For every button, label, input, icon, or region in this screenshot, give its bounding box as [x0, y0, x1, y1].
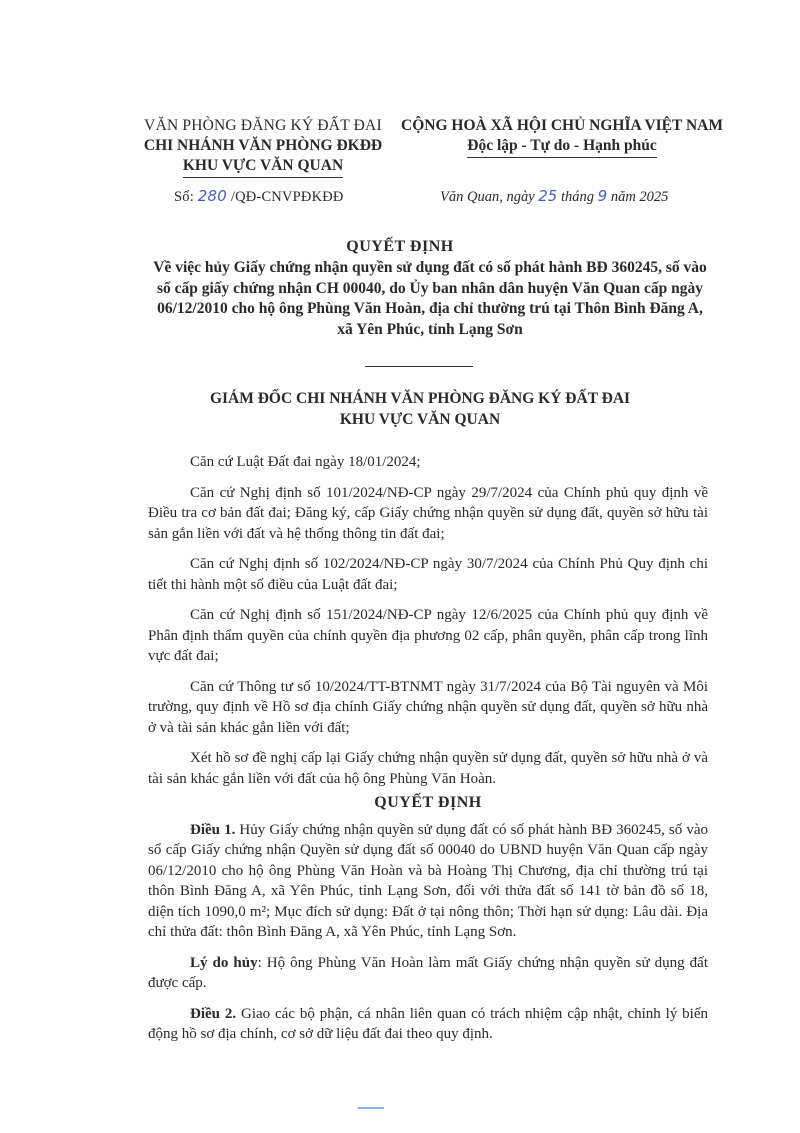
page-marker — [358, 1107, 384, 1109]
authority-line-2: KHU VỰC VĂN QUAN — [339, 411, 501, 428]
article-1-label: Điều 1. — [190, 821, 236, 838]
agency-line-1: VĂN PHÒNG ĐĂNG KÝ ĐẤT ĐAI — [144, 117, 382, 134]
date-part-3: năm 2025 — [607, 189, 669, 205]
legal-basis-3: Căn cứ Nghị định số 102/2024/NĐ-CP ngày 30/7/2024 của Chính Phủ Quy định chi tiết thi hành một số điều của Luật đất đai; — [148, 556, 708, 593]
date-line — [440, 187, 668, 206]
decision-heading: QUYẾT ĐỊNH — [374, 794, 482, 811]
article-2-label: Điều 2. — [190, 1005, 237, 1022]
cancellation-reason — [148, 953, 708, 994]
consideration: Xét hồ sơ đề nghị cấp lại Giấy chứng nhận quyền sử dụng đất, quyền sở hữu nhà ở và tài sản khác gắn liền với đất của hộ ông Phùng Văn Hoàn. — [148, 750, 708, 787]
legal-basis-1: Căn cứ Luật Đất đai ngày 18/01/2024; — [190, 454, 421, 470]
issuing-agency-header — [118, 116, 408, 178]
legal-basis-5: Căn cứ Thông tư số 10/2024/TT-BTNMT ngày 31/7/2024 của Bộ Tài nguyên và Môi trường, quy định về Hồ sơ địa chính Giấy chứng nhận quyền sử dụng đất, quyền sở hữu nhà ở và tài sản khác gắn liền với đất; — [148, 678, 708, 736]
subject-divider — [365, 366, 473, 367]
article-2-text: Giao các bộ phận, cá nhân liên quan có trách nhiệm cập nhật, chỉnh lý biến động hồ sơ địa chính, cơ sở dữ liệu đất đai theo quy định. — [148, 1005, 709, 1042]
issuing-authority — [0, 388, 800, 430]
article-1 — [148, 820, 708, 943]
doc-number-prefix: Số: — [174, 189, 198, 205]
doc-number-handwritten: 280 — [197, 187, 228, 205]
article-1-text: Hủy Giấy chứng nhận quyền sử dụng đất có số phát hành BĐ 360245, số vào sổ cấp Giấy chứng nhận Quyền sử dụng đất số 00040 do UBND huyện Văn Quan cấp ngày 06/12/2010 cho hộ ông Phùng Văn Hoàn và bà Hoàng Thị Chương, địa chỉ thường trú tại thôn Bình Đăng A, xã Yên Phúc, tỉnh Lạng Sơn, đối với thửa đất số 141 tờ bản đồ số 18, diện tích 1090,0 m²; Mục đích sử dụng: Đất ở tại nông thôn; Thời hạn sử dụng: Lâu dài. Địa chỉ thửa đất: thôn Bình Đăng A, xã Yên Phúc, tỉnh Lạng Sơn. — [148, 821, 708, 940]
date-part-2: tháng — [557, 189, 598, 205]
date-part-1: Văn Quan, ngày — [440, 189, 539, 205]
date-day-handwritten: 25 — [538, 187, 558, 205]
legal-basis-4: Căn cứ Nghị định số 151/2024/NĐ-CP ngày 12/6/2025 của Chính phủ quy định về Phân định thẩm quyền của chính quyền địa phương 02 cấp, phân quyền, phân cấp trong lĩnh vực đất đai; — [148, 607, 708, 664]
document-number — [174, 187, 344, 206]
legal-basis-2: Căn cứ Nghị định số 101/2024/NĐ-CP ngày 29/7/2024 của Chính phủ quy định về Điều tra cơ bản đất đai; Đăng ký, cấp Giấy chứng nhận quyền sử dụng đất, quyền sở hữu tài sản gắn liền với đất và hệ thống thông tin đất đai; — [148, 484, 708, 542]
document-title: QUYẾT ĐỊNH — [346, 238, 454, 255]
agency-line-2: CHI NHÁNH VĂN PHÒNG ĐKĐĐ — [143, 137, 383, 154]
national-header — [392, 116, 732, 158]
reason-label: Lý do hủy — [190, 954, 258, 971]
doc-number-suffix: /QĐ-CNVPĐKĐĐ — [227, 189, 344, 205]
document-subject: Về việc hủy Giấy chứng nhận quyền sử dụng đất có số phát hành BĐ 360245, số vào sổ cấp giấy chứng nhận CH 00040, do Ủy ban nhân dân huyện Văn Quan cấp ngày 06/12/2010 cho hộ ông Phùng Văn Hoàn, địa chỉ thường trú tại Thôn Bình Đăng A, xã Yên Phúc, tỉnh Lạng Sơn — [153, 259, 707, 338]
reason-text: : Hộ ông Phùng Văn Hoàn làm mất Giấy chứng nhận quyền sử dụng đất được cấp. — [148, 954, 708, 991]
authority-line-1: GIÁM ĐỐC CHI NHÁNH VĂN PHÒNG ĐĂNG KÝ ĐẤT ĐAI — [209, 390, 631, 407]
date-month-handwritten: 9 — [597, 187, 608, 205]
agency-line-3: KHU VỰC VĂN QUAN — [183, 156, 343, 178]
article-2 — [148, 1004, 708, 1045]
document-body — [148, 452, 708, 1055]
country-name: CỘNG HOÀ XÃ HỘI CHỦ NGHĨA VIỆT NAM — [401, 117, 723, 134]
national-motto: Độc lập - Tự do - Hạnh phúc — [467, 136, 656, 158]
